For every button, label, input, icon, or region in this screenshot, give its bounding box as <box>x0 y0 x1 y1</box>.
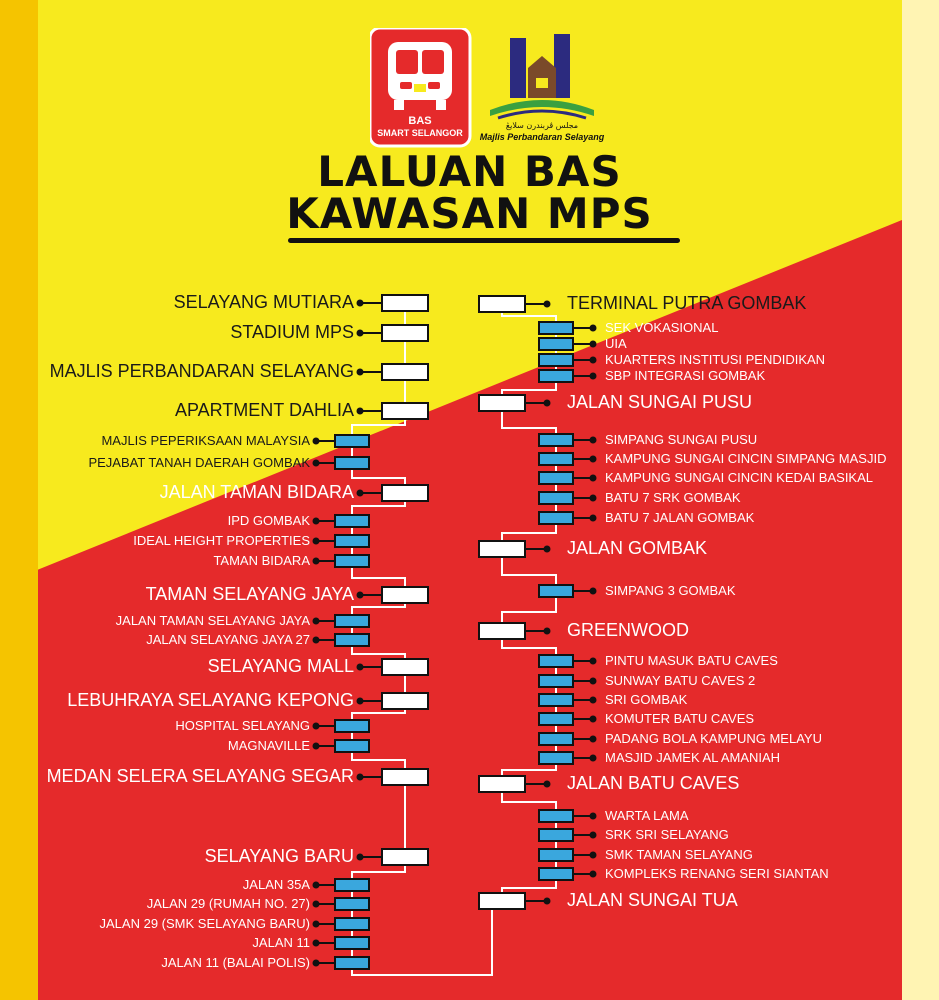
stop-marker-sbp-integrasi-gombak <box>539 370 573 382</box>
stop-marker-kampung-sungai-cincin-kedai-basikal <box>539 472 573 484</box>
stop-dot-jalan-11 <box>313 940 320 947</box>
stop-marker-jalan-11 <box>335 937 369 949</box>
stop-dot-padang-bola-kampung-melayu <box>590 736 597 743</box>
stop-marker-jalan-29-rumah-no-27 <box>335 898 369 910</box>
stop-marker-taman-selayang-jaya <box>382 587 428 603</box>
stop-label-warta-lama: WARTA LAMA <box>605 807 689 823</box>
stop-dot-sunway-batu-caves-2 <box>590 678 597 685</box>
stop-marker-pejabat-tanah-daerah-gombak <box>335 457 369 469</box>
stop-dot-terminal-putra-gombak <box>544 301 551 308</box>
stop-dot-smk-taman-selayang <box>590 852 597 859</box>
stop-label-magnaville: MAGNAVILLE <box>227 737 310 753</box>
stop-dot-jalan-gombak <box>544 546 551 553</box>
stop-dot-ipd-gombak <box>313 518 320 525</box>
stop-marker-selayang-mall <box>382 659 428 675</box>
stop-label-jalan-11-balai-polis: JALAN 11 (BALAI POLIS) <box>161 954 310 970</box>
stop-dot-selayang-baru <box>357 854 364 861</box>
stop-label-jalan-batu-caves: JALAN BATU CAVES <box>567 773 740 794</box>
stop-marker-simpang-sungai-pusu <box>539 434 573 446</box>
stop-marker-padang-bola-kampung-melayu <box>539 733 573 745</box>
stop-marker-apartment-dahlia <box>382 403 428 419</box>
stop-label-batu-7-srk-gombak: BATU 7 SRK GOMBAK <box>605 489 741 505</box>
stop-dot-medan-selera-selayang-segar <box>357 774 364 781</box>
stop-label-selayang-mutiara: SELAYANG MUTIARA <box>173 292 354 313</box>
stop-label-jalan-taman-bidara: JALAN TAMAN BIDARA <box>159 482 354 503</box>
mps-logo-name: Majlis Perbandaran Selayang <box>479 132 605 142</box>
stop-marker-jalan-taman-selayang-jaya <box>335 615 369 627</box>
stop-label-greenwood: GREENWOOD <box>567 620 690 641</box>
stop-label-jalan-11: JALAN 11 <box>252 934 310 950</box>
stop-marker-kompleks-renang-seri-siantan <box>539 868 573 880</box>
stop-marker-uia <box>539 338 573 350</box>
stop-dot-jalan-taman-bidara <box>357 490 364 497</box>
stop-marker-jalan-gombak <box>479 541 525 557</box>
stop-label-selayang-mall: SELAYANG MALL <box>207 656 354 677</box>
bus-logo-line2: SMART SELANGOR <box>377 128 463 138</box>
stop-marker-srk-sri-selayang <box>539 829 573 841</box>
stop-marker-majlis-peperiksaan-malaysia <box>335 435 369 447</box>
stop-dot-masjid-jamek-al-amaniah <box>590 755 597 762</box>
stop-label-batu-7-jalan-gombak: BATU 7 JALAN GOMBAK <box>605 509 755 525</box>
stop-label-ideal-height-properties: IDEAL HEIGHT PROPERTIES <box>133 532 310 548</box>
stop-marker-masjid-jamek-al-amaniah <box>539 752 573 764</box>
stop-marker-pintu-masuk-batu-caves <box>539 655 573 667</box>
stop-marker-simpang-3-gombak <box>539 585 573 597</box>
stop-label-jalan-sungai-pusu: JALAN SUNGAI PUSU <box>567 392 753 413</box>
stop-marker-kuarters-institusi-pendidikan <box>539 354 573 366</box>
stop-dot-greenwood <box>544 628 551 635</box>
stop-label-uia: UIA <box>605 335 627 351</box>
stop-label-masjid-jamek-al-amaniah: MASJID JAMEK AL AMANIAH <box>605 749 781 765</box>
stop-label-kampung-sungai-cincin-simpang-masjid: KAMPUNG SUNGAI CINCIN SIMPANG MASJID <box>605 450 887 466</box>
stop-label-hospital-selayang: HOSPITAL SELAYANG <box>175 717 310 733</box>
stop-dot-simpang-3-gombak <box>590 588 597 595</box>
stop-dot-komuter-batu-caves <box>590 716 597 723</box>
stop-dot-sbp-integrasi-gombak <box>590 373 597 380</box>
stop-dot-jalan-29-smk-selayang-baru <box>313 921 320 928</box>
stop-marker-stadium-mps <box>382 325 428 341</box>
stop-label-smk-taman-selayang: SMK TAMAN SELAYANG <box>605 846 753 862</box>
stop-marker-jalan-batu-caves <box>479 776 525 792</box>
stop-dot-srk-sri-selayang <box>590 832 597 839</box>
stop-dot-jalan-taman-selayang-jaya <box>313 618 320 625</box>
stop-dot-hospital-selayang <box>313 723 320 730</box>
stop-dot-uia <box>590 341 597 348</box>
stop-marker-warta-lama <box>539 810 573 822</box>
stop-label-padang-bola-kampung-melayu: PADANG BOLA KAMPUNG MELAYU <box>605 730 822 746</box>
stop-dot-pintu-masuk-batu-caves <box>590 658 597 665</box>
stop-label-jalan-29-smk-selayang-baru: JALAN 29 (SMK SELAYANG BARU) <box>99 915 310 931</box>
stop-label-apartment-dahlia: APARTMENT DAHLIA <box>174 400 354 421</box>
stop-marker-sunway-batu-caves-2 <box>539 675 573 687</box>
stop-label-lebuhraya-selayang-kepong: LEBUHRAYA SELAYANG KEPONG <box>67 690 354 711</box>
stop-marker-jalan-35a <box>335 879 369 891</box>
stop-marker-kampung-sungai-cincin-simpang-masjid <box>539 453 573 465</box>
stop-marker-greenwood <box>479 623 525 639</box>
stop-dot-taman-selayang-jaya <box>357 592 364 599</box>
stop-dot-warta-lama <box>590 813 597 820</box>
stop-marker-ideal-height-properties <box>335 535 369 547</box>
stop-dot-jalan-selayang-jaya-27 <box>313 637 320 644</box>
stop-marker-smk-taman-selayang <box>539 849 573 861</box>
stop-dot-jalan-11-balai-polis <box>313 960 320 967</box>
stop-label-jalan-selayang-jaya-27: JALAN SELAYANG JAYA 27 <box>146 631 310 647</box>
title-line2: KAWASAN MPS <box>286 189 653 238</box>
stop-dot-apartment-dahlia <box>357 408 364 415</box>
stop-marker-magnaville <box>335 740 369 752</box>
stop-marker-jalan-11-balai-polis <box>335 957 369 969</box>
stop-label-jalan-gombak: JALAN GOMBAK <box>567 538 708 559</box>
stop-dot-jalan-batu-caves <box>544 781 551 788</box>
stop-label-sbp-integrasi-gombak: SBP INTEGRASI GOMBAK <box>605 367 766 383</box>
stop-marker-batu-7-jalan-gombak <box>539 512 573 524</box>
stop-label-majlis-peperiksaan-malaysia: MAJLIS PEPERIKSAAN MALAYSIA <box>101 432 310 448</box>
stop-label-srk-sri-selayang: SRK SRI SELAYANG <box>605 826 729 842</box>
stop-label-ipd-gombak: IPD GOMBAK <box>227 512 310 528</box>
stop-label-simpang-sungai-pusu: SIMPANG SUNGAI PUSU <box>605 431 758 447</box>
stop-label-jalan-29-rumah-no-27: JALAN 29 (RUMAH NO. 27) <box>146 895 310 911</box>
stop-label-stadium-mps: STADIUM MPS <box>230 322 354 343</box>
stop-dot-sri-gombak <box>590 697 597 704</box>
title-line1: LALUAN BAS <box>317 147 622 196</box>
stop-label-simpang-3-gombak: SIMPANG 3 GOMBAK <box>605 582 736 598</box>
stop-dot-magnaville <box>313 743 320 750</box>
stop-marker-jalan-29-smk-selayang-baru <box>335 918 369 930</box>
stop-label-taman-selayang-jaya: TAMAN SELAYANG JAYA <box>145 584 354 605</box>
stop-label-kuarters-institusi-pendidikan: KUARTERS INSTITUSI PENDIDIKAN <box>605 351 826 367</box>
stop-dot-jalan-29-rumah-no-27 <box>313 901 320 908</box>
stop-dot-stadium-mps <box>357 330 364 337</box>
stop-marker-lebuhraya-selayang-kepong <box>382 693 428 709</box>
stop-dot-kampung-sungai-cincin-kedai-basikal <box>590 475 597 482</box>
stop-label-selayang-baru: SELAYANG BARU <box>204 846 354 867</box>
stop-dot-jalan-35a <box>313 882 320 889</box>
stop-dot-jalan-sungai-tua <box>544 898 551 905</box>
stop-label-terminal-putra-gombak: TERMINAL PUTRA GOMBAK <box>567 293 807 314</box>
stop-label-kompleks-renang-seri-siantan: KOMPLEKS RENANG SERI SIANTAN <box>605 865 829 881</box>
stop-dot-batu-7-srk-gombak <box>590 495 597 502</box>
stop-marker-terminal-putra-gombak <box>479 296 525 312</box>
bus-logo-line1: BAS <box>408 115 432 127</box>
stop-label-jalan-sungai-tua: JALAN SUNGAI TUA <box>567 890 738 911</box>
stop-marker-majlis-perbandaran-selayang <box>382 364 428 380</box>
stop-label-sek-vokasional: SEK VOKASIONAL <box>605 319 719 335</box>
stop-label-medan-selera-selayang-segar: MEDAN SELERA SELAYANG SEGAR <box>46 766 354 787</box>
stop-label-jalan-taman-selayang-jaya: JALAN TAMAN SELAYANG JAYA <box>115 612 310 628</box>
stop-dot-ideal-height-properties <box>313 538 320 545</box>
stop-label-sunway-batu-caves-2: SUNWAY BATU CAVES 2 <box>605 672 756 688</box>
stop-dot-majlis-perbandaran-selayang <box>357 369 364 376</box>
stop-marker-hospital-selayang <box>335 720 369 732</box>
stop-dot-kuarters-institusi-pendidikan <box>590 357 597 364</box>
stop-dot-batu-7-jalan-gombak <box>590 515 597 522</box>
stop-label-jalan-35a: JALAN 35A <box>242 876 310 892</box>
stop-dot-selayang-mall <box>357 664 364 671</box>
stop-marker-sek-vokasional <box>539 322 573 334</box>
stop-dot-lebuhraya-selayang-kepong <box>357 698 364 705</box>
stop-marker-jalan-selayang-jaya-27 <box>335 634 369 646</box>
stop-marker-komuter-batu-caves <box>539 713 573 725</box>
stop-marker-medan-selera-selayang-segar <box>382 769 428 785</box>
stop-label-kampung-sungai-cincin-kedai-basikal: KAMPUNG SUNGAI CINCIN KEDAI BASIKAL <box>605 469 874 485</box>
stop-dot-selayang-mutiara <box>357 300 364 307</box>
stop-dot-kompleks-renang-seri-siantan <box>590 871 597 878</box>
stop-label-majlis-perbandaran-selayang: MAJLIS PERBANDARAN SELAYANG <box>49 361 354 382</box>
stop-marker-batu-7-srk-gombak <box>539 492 573 504</box>
stop-dot-simpang-sungai-pusu <box>590 437 597 444</box>
stop-marker-taman-bidara <box>335 555 369 567</box>
mps-logo-jawi: مجلس ڤربندرن سلايڠ <box>505 121 579 130</box>
stop-dot-taman-bidara <box>313 558 320 565</box>
stop-dot-kampung-sungai-cincin-simpang-masjid <box>590 456 597 463</box>
stop-label-pejabat-tanah-daerah-gombak: PEJABAT TANAH DAERAH GOMBAK <box>88 454 310 470</box>
stop-dot-jalan-sungai-pusu <box>544 400 551 407</box>
stop-marker-ipd-gombak <box>335 515 369 527</box>
stop-label-pintu-masuk-batu-caves: PINTU MASUK BATU CAVES <box>605 652 778 668</box>
stop-marker-jalan-sungai-tua <box>479 893 525 909</box>
stop-label-taman-bidara: TAMAN BIDARA <box>213 552 310 568</box>
stop-label-komuter-batu-caves: KOMUTER BATU CAVES <box>605 710 755 726</box>
stop-marker-selayang-baru <box>382 849 428 865</box>
stop-marker-selayang-mutiara <box>382 295 428 311</box>
stop-dot-majlis-peperiksaan-malaysia <box>313 438 320 445</box>
stop-marker-sri-gombak <box>539 694 573 706</box>
stop-dot-pejabat-tanah-daerah-gombak <box>313 460 320 467</box>
stop-dot-sek-vokasional <box>590 325 597 332</box>
stop-label-sri-gombak: SRI GOMBAK <box>605 691 688 707</box>
stop-marker-jalan-sungai-pusu <box>479 395 525 411</box>
stop-marker-jalan-taman-bidara <box>382 485 428 501</box>
